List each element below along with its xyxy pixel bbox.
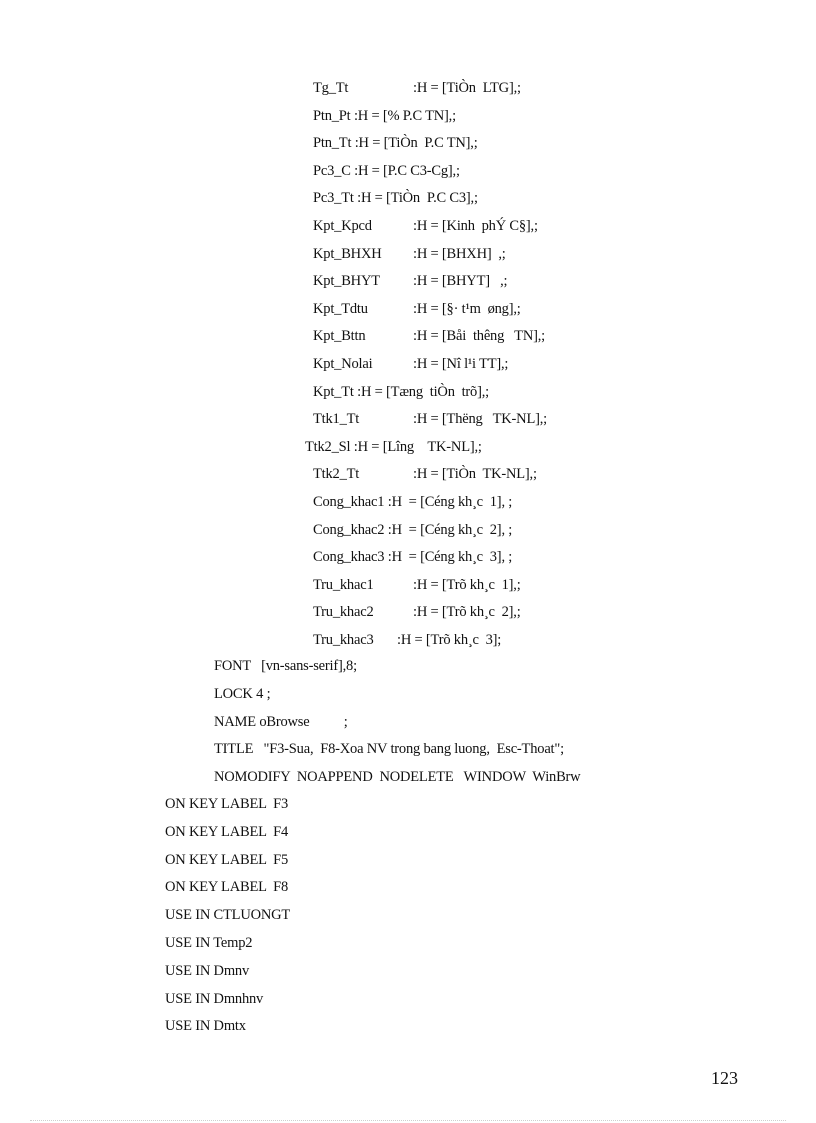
field-line: [313, 216, 538, 236]
field-name: Cong_khac1: [313, 494, 385, 510]
field-expression: :H = [TiÒn P.C TN],;: [354, 135, 478, 152]
command-line: USE IN Temp2: [165, 935, 253, 951]
field-name: Kpt_Kpcd: [313, 218, 372, 234]
field-line: [313, 575, 521, 595]
field-line: [313, 161, 460, 181]
command-line: ON KEY LABEL F4: [165, 823, 288, 840]
field-name: Tru_khac2: [313, 604, 374, 621]
field-expression: :H = [TiÒn LTG],;: [413, 80, 521, 96]
field-expression: :H = [Céng kh¸c 1], ;: [387, 494, 513, 510]
field-name: Kpt_Tdtu: [313, 300, 368, 317]
field-expression: :H = [TiÒn TK-NL],;: [413, 466, 537, 483]
field-expression: :H = [§· t¹m øng],;: [413, 300, 521, 317]
field-line: [313, 78, 521, 98]
field-line: [313, 326, 545, 346]
field-name: Ttk2_Sl: [305, 438, 351, 455]
command-line: USE IN Dmtx: [165, 1018, 246, 1035]
command-line: USE IN CTLUONGT: [165, 907, 291, 924]
field-name: Kpt_Nolai: [313, 356, 373, 372]
field-expression: :H = [Kinh phÝ C§],;: [413, 218, 538, 234]
browse-option-line: TITLE "F3-Sua, F8-Xoa NV trong bang luong, Esc-Thoat";: [214, 741, 564, 758]
field-line: [313, 492, 512, 512]
field-name: Ptn_Pt: [313, 107, 351, 124]
field-expression: :H = [Nî l¹i TT],;: [413, 356, 509, 372]
bottom-dotted-rule: [30, 1120, 786, 1121]
field-name: Tg_Tt: [313, 80, 349, 96]
field-line: [313, 354, 508, 374]
field-expression: :H = [P.C C3-Cg],;: [354, 162, 460, 179]
field-expression: :H = [TiÒn P.C C3],;: [357, 190, 478, 207]
browse-option-line: LOCK 4 ;: [214, 685, 271, 702]
field-name: Kpt_Bttn: [313, 328, 366, 345]
field-name: Cong_khac2: [313, 521, 385, 538]
command-line: ON KEY LABEL F8: [165, 879, 288, 896]
field-line: [313, 133, 478, 153]
field-expression: :H = [Trõ kh¸c 2],;: [413, 604, 521, 621]
field-line: [305, 437, 482, 457]
field-name: Tru_khac3: [313, 632, 374, 648]
field-expression: :H = [Céng kh¸c 2], ;: [387, 521, 513, 538]
field-line: [313, 409, 547, 429]
command-line: ON KEY LABEL F3: [165, 796, 288, 812]
field-expression: :H = [Båi thêng TN],;: [413, 328, 545, 345]
field-expression: :H = [Thëng TK-NL],;: [413, 411, 547, 428]
browse-option-line: FONT [vn-sans-serif],8;: [214, 658, 357, 674]
field-line: [313, 630, 501, 650]
field-line: [313, 382, 489, 402]
field-expression: :H = [Tæng tiÒn trõ],;: [357, 383, 489, 400]
field-expression: :H = [% P.C TN],;: [353, 107, 456, 124]
field-line: [313, 271, 507, 291]
field-name: Tru_khac1: [313, 576, 374, 593]
page-number: 123: [711, 1068, 738, 1088]
field-line: [313, 464, 537, 484]
command-line: USE IN Dmnhnv: [165, 990, 264, 1007]
field-line: [313, 547, 512, 567]
field-name: Cong_khac3: [313, 549, 385, 566]
field-name: Kpt_BHYT: [313, 273, 380, 290]
field-expression: :H = [BHXH] ,;: [413, 245, 506, 262]
field-name: Ptn_Tt: [313, 135, 352, 152]
field-line: [313, 106, 456, 126]
field-name: Kpt_Tt: [313, 383, 354, 400]
field-expression: :H = [BHYT] ,;: [413, 273, 508, 290]
browse-option-line: NOMODIFY NOAPPEND NODELETE WINDOW WinBrw: [214, 769, 581, 786]
browse-option-line: NAME oBrowse ;: [214, 713, 348, 730]
command-line: ON KEY LABEL F5: [165, 851, 288, 868]
field-name: Pc3_Tt: [313, 190, 354, 207]
command-line: USE IN Dmnv: [165, 962, 249, 979]
field-line: [313, 299, 521, 319]
field-name: Pc3_C: [313, 162, 351, 179]
field-name: Ttk2_Tt: [313, 466, 360, 483]
field-line: [313, 188, 478, 208]
field-expression: :H = [Céng kh¸c 3], ;: [387, 549, 513, 566]
field-line: [313, 602, 521, 622]
field-name: Kpt_BHXH: [313, 245, 382, 262]
field-line: [313, 244, 506, 264]
field-name: Ttk1_Tt: [313, 411, 360, 428]
field-expression: :H = [Lîng TK-NL],;: [353, 438, 482, 455]
field-line: [313, 520, 512, 540]
field-expression: :H = [Trõ kh¸c 3];: [397, 632, 502, 648]
field-expression: :H = [Trõ kh¸c 1],;: [413, 576, 521, 593]
